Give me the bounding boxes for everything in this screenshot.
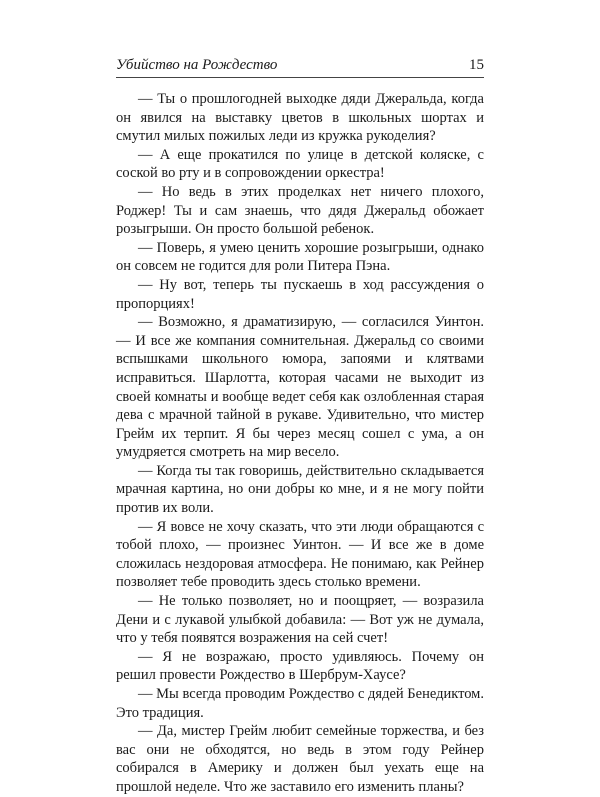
paragraph: — А еще прокатился по улице в детской коляске, с соской во рту и в сопровождении оркестра! [116,146,484,182]
paragraph: — Да, мистер Грейм любит семейные торжества, и без вас они не обходятся, но ведь в этом году Рейнер собирался в Америку и должен был уехать еще на прошлой неделе. Что же заставило его изменить планы? [116,723,484,795]
paragraph: — Я не возражаю, просто удивляюсь. Почему он решил провести Рождество в Шербрум-Хаусе? [116,648,484,684]
paragraph: — Когда ты так говоришь, действительно складывается мрачная картина, но они добры ко мне, и я не могу пойти против их воли. [116,462,484,517]
paragraph: — Не только позволяет, но и поощряет, — возразила Дени и с лукавой улыбкой добавила: — Вот уж не думала, что у тебя появятся возражения на сей счет! [116,593,484,647]
paragraph: — Но ведь в этих проделках нет ничего плохого, Роджер! Ты и сам знаешь, что дядя Джеральд обожает розыгрыши. Он просто большой ребенок. [116,183,484,238]
paragraph: — Мы всегда проводим Рождество с дядей Бенедиктом. Это традиция. [116,686,484,721]
paragraph: — Ну вот, теперь ты пускаешь в ход рассуждения о пропорциях! [116,276,484,312]
running-title: Убийство на Рождество [116,57,278,73]
body-text [116,90,484,797]
paragraph: — Возможно, я драматизирую, — согласился Уинтон. — И все же компания сомнительная. Джеральд со своими вспышками школьного юмора, запоями и клятвами исправиться. Шарлотта, которая часами не выходит из своей комнаты и вообще ведет себя как озлобленная старая дева с мрачной тайной в рукаве. Удивительно, что мистер Грейм их терпит. Я бы через месяц сошел с ума, а он умудряется смотреть на мир весело. [116,314,484,461]
page-number: 15 [469,57,484,73]
paragraph: — Поверь, я умею ценить хорошие розыгрыши, однако он совсем не годится для роли Питера Пэна. [116,239,484,275]
paragraph: — Ты о прошлогодней выходке дяди Джеральда, когда он явился на выставку цветов в школьных шортах и смутил милых пожилых леди из кружка рукоделия? [116,91,484,145]
running-header [116,52,484,78]
paragraph: — Я вовсе не хочу сказать, что эти люди обращаются с тобой плохо, — произнес Уинтон. — И все же в доме сложилась нездоровая атмосфера. Не понимаю, как Рейнер позволяет тебе проводить здесь столько времени. [116,518,484,591]
